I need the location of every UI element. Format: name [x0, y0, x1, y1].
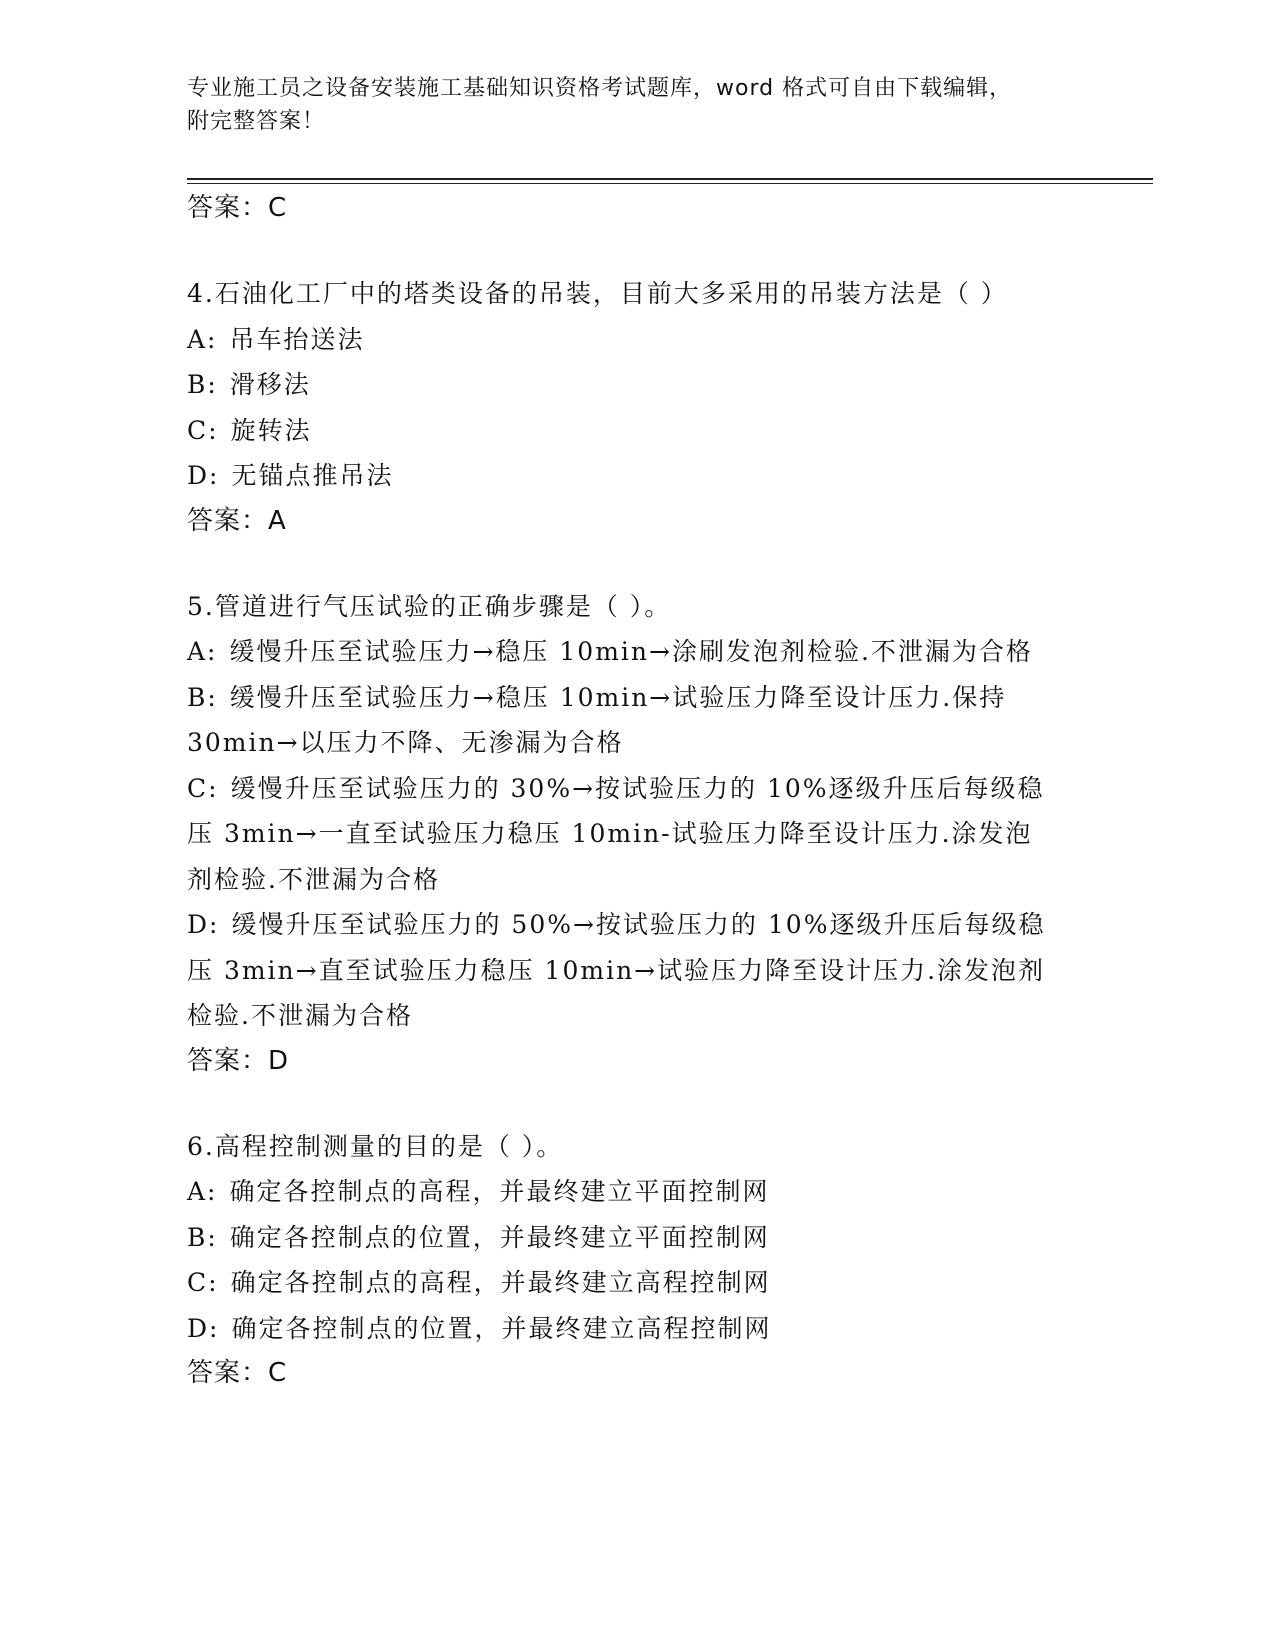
option-text-continued: 压 3min→直至试验压力稳压 10min→试验压力降至设计压力.涂发泡剂	[187, 955, 1046, 985]
option-label: C:	[187, 415, 219, 445]
option-d	[187, 1306, 1087, 1352]
option-d	[187, 453, 1087, 499]
option-a	[187, 629, 1087, 675]
answer-line: 答案：C	[187, 1358, 288, 1388]
header-divider	[187, 178, 1153, 180]
option-text-continued: 检验.不泄漏为合格	[187, 1001, 413, 1030]
header-line: 专业施工员之设备安装施工基础知识资格考试题库，word 格式可自由下载编辑，	[187, 76, 1013, 101]
answer-line: 答案：C	[187, 193, 288, 223]
question-4	[187, 271, 1087, 544]
option-label: C:	[187, 773, 219, 803]
option-b	[187, 675, 1087, 766]
option-text: 确定各控制点的位置，并最终建立平面控制网	[229, 1222, 770, 1252]
option-text: 确定各控制点的位置，并最终建立高程控制网	[231, 1313, 772, 1343]
question-5	[187, 584, 1087, 1084]
option-text: 旋转法	[230, 415, 312, 445]
option-text: 无锚点推吊法	[231, 461, 394, 490]
page-header	[187, 72, 1057, 138]
question-title: 6.高程控制测量的目的是（ ）。	[187, 1131, 564, 1161]
option-text: 缓慢升压至试验压力→稳压 10min→试验压力降至设计压力.保持	[229, 682, 1007, 712]
option-label: D:	[187, 1313, 220, 1343]
header-divider-thin	[187, 183, 1153, 184]
question-6	[187, 1124, 1087, 1397]
option-text: 确定各控制点的高程，并最终建立高程控制网	[230, 1268, 771, 1297]
option-text: 缓慢升压至试验压力的 50%→按试验压力的 10%逐级升压后每级稳	[231, 910, 1046, 939]
option-text: 缓慢升压至试验压力的 30%→按试验压力的 10%逐级升压后每级稳	[230, 773, 1045, 803]
option-b	[187, 362, 1087, 408]
header-line: 附完整答案！	[187, 109, 326, 134]
document-body	[187, 186, 1087, 1396]
option-label: A:	[187, 1177, 218, 1206]
option-label: A:	[187, 637, 218, 666]
option-label: C:	[187, 1268, 219, 1297]
option-b	[187, 1215, 1087, 1261]
answer-line: 答案：D	[187, 1045, 290, 1076]
option-c	[187, 408, 1087, 454]
option-text-continued: 30min→以压力不降、无渗漏为合格	[187, 728, 624, 757]
option-a	[187, 1169, 1087, 1215]
option-label: A:	[187, 324, 218, 354]
question-title: 5.管道进行气压试验的正确步骤是（ ）。	[187, 591, 672, 621]
option-a	[187, 317, 1087, 363]
option-text-continued: 压 3min→一直至试验压力稳压 10min-试验压力降至设计压力.涂发泡	[187, 819, 1033, 848]
option-text: 滑移法	[229, 370, 311, 399]
option-text: 吊车抬送法	[229, 324, 365, 354]
option-label: B:	[187, 370, 218, 399]
option-c	[187, 766, 1087, 903]
option-label: D:	[187, 461, 220, 490]
option-text-continued: 剂检验.不泄漏为合格	[187, 864, 440, 894]
question-title: 4.石油化工厂中的塔类设备的吊装，目前大多采用的吊装方法是（ ）	[187, 279, 1008, 308]
option-c	[187, 1260, 1087, 1306]
option-text: 确定各控制点的高程，并最终建立平面控制网	[229, 1177, 770, 1206]
option-text: 缓慢升压至试验压力→稳压 10min→涂刷发泡剂检验.不泄漏为合格	[229, 637, 1033, 666]
option-label: B:	[187, 1222, 218, 1252]
option-d	[187, 902, 1087, 1039]
answer-line: 答案：A	[187, 505, 287, 536]
option-label: B:	[187, 682, 218, 712]
option-label: D:	[187, 910, 220, 939]
